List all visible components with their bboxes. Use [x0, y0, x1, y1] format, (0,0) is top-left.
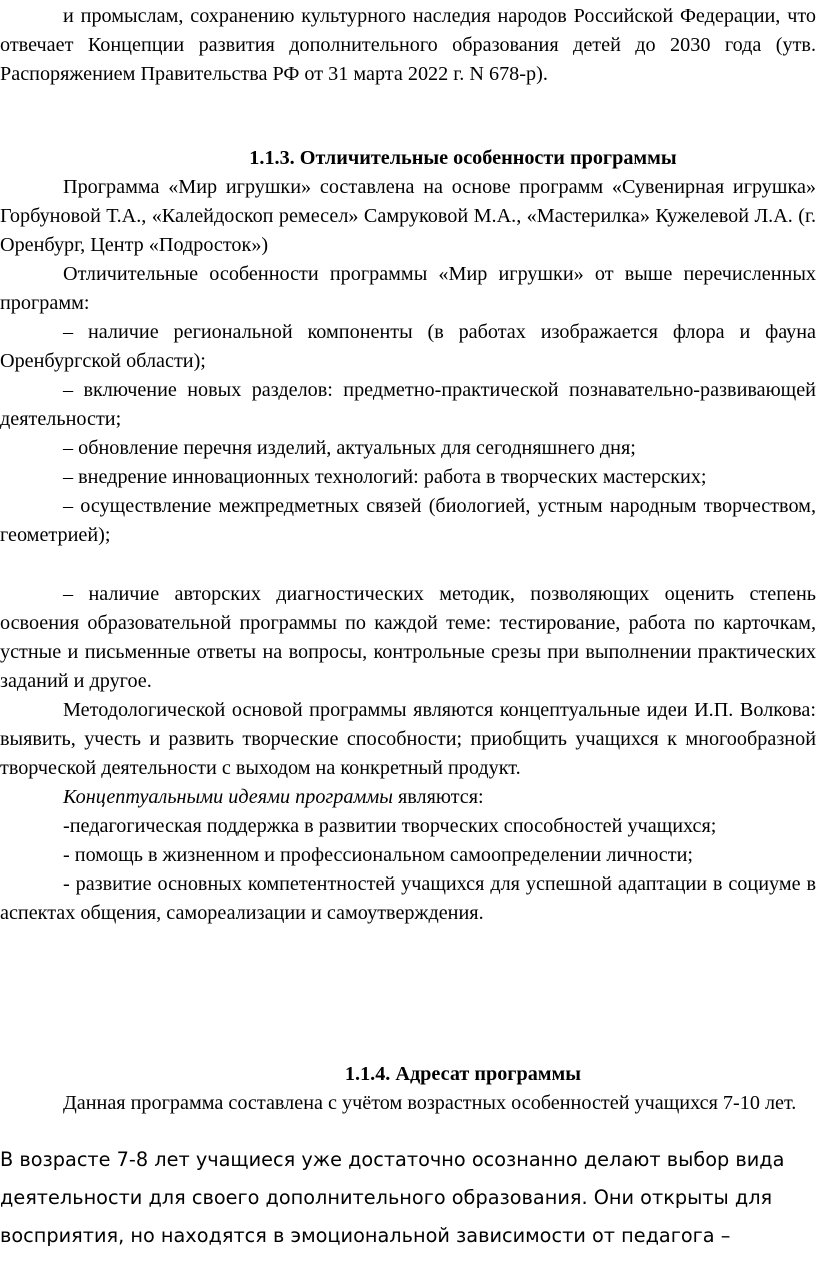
intro-paragraph: и промыслам, сохранению культурного наследия народов Российской Федерации, что отвечает Концепции развития дополнительного образования детей до 2030 года (утв. Распоряжением Правительства РФ от 31 марта 2022 г. N 678-р).: [0, 5, 816, 85]
concept-item-pedagogical-support: -педагогическая поддержка в развитии творческих способностей учащихся;: [63, 815, 717, 837]
paragraph-concept-ideas: [0, 783, 816, 812]
bullet-new-sections: – включение новых разделов: предметно-практической познавательно-развивающей деятельности;: [0, 379, 816, 430]
paragraph-age-7-8: В возрасте 7-8 лет учащиеся уже достаточно осознанно делают выбор вида деятельности для своего дополнительного образования. Они открыты для восприятия, но находятся в эмоциональной зависимости от педагога –: [0, 1148, 785, 1247]
section-114: [0, 1060, 816, 1118]
bullet-product-list: – обновление перечня изделий, актуальных для сегодняшнего дня;: [63, 437, 636, 459]
paragraph-program-basis: Программа «Мир игрушки» составлена на основе программ «Сувенирная игрушка» Горбуновой Т.А., «Калейдоскоп ремесел» Самруковой М.А., «Мастерилка» Кужелевой Л.А. (г. Оренбург, Центр «Подросток»): [0, 176, 816, 256]
section-heading-1-1-4: 1.1.4. Адресат программы: [344, 1063, 582, 1085]
paragraph-methodology: Методологической основой программы являются концептуальные идеи И.П. Волкова: выявить, учесть и развить творческие способности; приобщить учащихся к многообразной творческой деятельности с выходом на конкретный продукт.: [0, 699, 816, 779]
concept-ideas-italic: Концептуальными идеями программы: [63, 786, 393, 808]
bullet-diagnostics: – наличие авторских диагностических методик, позволяющих оценить степень освоения образовательной программы по каждой теме: тестирование, работа по карточкам, устные и письменные ответы на вопросы, контрольные срезы при выполнении практических заданий и другое.: [0, 583, 816, 692]
concept-ideas-rest: являются:: [392, 786, 484, 808]
paragraph-age: Данная программа составлена с учётом возрастных особенностей учащихся 7-10 лет.: [63, 1092, 797, 1114]
sans-block: [0, 1141, 816, 1255]
intro-block: [0, 2, 816, 89]
bullet-innovative-tech: – внедрение инновационных технологий: работа в творческих мастерских;: [63, 466, 707, 488]
bullet-interdisciplinary: – осуществление межпредметных связей (биологией, устным народным творчеством, геометрией);: [0, 495, 816, 546]
paragraph-features-intro: Отличительные особенности программы «Мир игрушки» от выше перечисленных программ:: [0, 263, 816, 314]
section-heading-1-1-3: 1.1.3. Отличительные особенности программы: [249, 147, 677, 169]
bullet-regional-component: – наличие региональной компоненты (в работах изображается флора и фауна Оренбургской области);: [0, 321, 816, 372]
concept-item-self-determination: - помощь в жизненном и профессиональном самоопределении личности;: [63, 844, 693, 866]
section-113: [0, 144, 816, 550]
concept-item-competencies: - развитие основных компетентностей учащихся для успешной адаптации в социуме в аспектах общения, самореализации и самоутверждения.: [0, 873, 816, 924]
section-113-continued: [0, 580, 816, 928]
